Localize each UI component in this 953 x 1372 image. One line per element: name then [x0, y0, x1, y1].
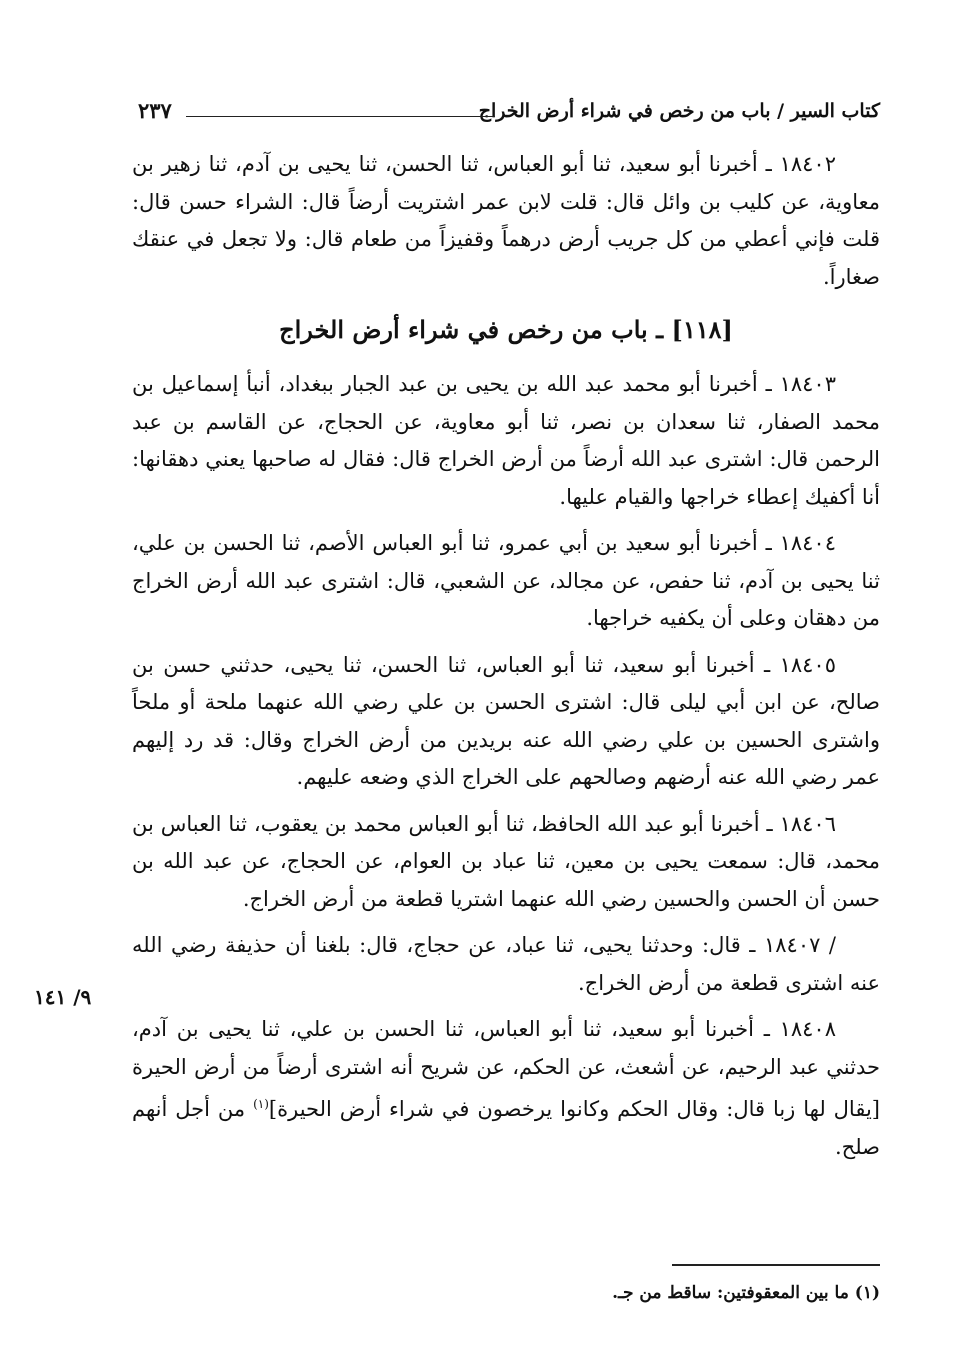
hadith-paragraph-18408: [132, 1011, 880, 1166]
running-header: [138, 94, 880, 126]
hadith-paragraph-18405: ١٨٤٠٥ ـ أخبرنا أبو سعيد، ثنا أبو العباس، ثنا الحسن، ثنا يحيى، حدثني حسن بن صالح، عن ابن أبي ليلى قال: اشترى الحسن بن علي رضي الله عنهما ملحة أو ملحاً واشترى الحسين بن علي رضي الله عنه بريدين من أرض الخراج وقال: قد رد إليهم عمر رضي الله عنه أرضهم وصالحهم على الخراج الذي وضعه عليهم.: [132, 652, 880, 789]
hadith-paragraph-18406: ١٨٤٠٦ ـ أخبرنا أبو عبد الله الحافظ، ثنا أبو العباس محمد بن يعقوب، ثنا العباس بن محمد، قال: سمعت يحيى بن معين، ثنا عباد بن العوام، عن الحجاج، عن عبد الله بن حسن أن الحسن والحسين رضي الله عنهما اشتريا قطعة من أرض الخراج.: [132, 811, 880, 911]
margin-volume-page-reference: ٩/ ١٤١: [34, 985, 92, 1009]
running-title: كتاب السير / باب من رخص في شراء أرض الخراج: [478, 100, 880, 122]
footnote-separator: [672, 1264, 880, 1266]
chapter-title: [١١٨] ـ باب من رخص في شراء أرض الخراج: [279, 315, 733, 344]
footnote: (١) ما بين المعقوفتين: ساقط من جـ.: [612, 1283, 880, 1303]
hadith-paragraph-18407: / ١٨٤٠٧ ـ قال: وحدثنا يحيى، ثنا عباد، عن حجاج، قال: بلغنا أن حذيفة رضي الله عنه اشترى قطعة من أرض الخراج.: [132, 933, 880, 995]
main-text: [132, 146, 880, 1175]
paragraph-text-before-note: ١٨٤٠٨ ـ أخبرنا أبو سعيد، ثنا أبو العباس، ثنا الحسن بن علي، ثنا يحيى بن آدم، حدثني عبد الرحيم، عن أشعث، عن الحكم، عن شريح أنه اشترى أرضاً من أرض الحيرة [يقال لها زبا قال: وقال الحكم وكانوا يرخصون في شراء أرض الحيرة]: [132, 1017, 880, 1121]
hadith-paragraph-18403: ١٨٤٠٣ ـ أخبرنا أبو محمد عبد الله بن يحيى بن عبد الجبار ببغداد، أنبأ إسماعيل بن محمد الصفار، ثنا سعدان بن نصر، ثنا أبو معاوية، عن الحجاج، عن القاسم بن عبد الرحمن قال: اشترى عبد الله أرضاً من أرض الخراج قال: فقال له صاحبها يعني دهقانها: أنا أكفيك إعطاء خراجها والقيام عليها.: [132, 372, 880, 509]
paragraph-text-after-note: من أجل أنهم صلح.: [132, 1097, 880, 1159]
header-rule: [186, 116, 495, 117]
page-number: ٢٣٧: [138, 98, 172, 123]
footnote-marker: (١): [253, 1097, 269, 1111]
hadith-paragraph-18404: ١٨٤٠٤ ـ أخبرنا أبو سعيد بن أبي عمرو، ثنا أبو العباس الأصم، ثنا الحسن بن علي، ثنا يحيى بن آدم، ثنا حفص، عن مجالد، عن الشعبي، قال: اشترى عبد الله أرض الخراج من دهقان وعلى أن يكفيه خراجها.: [132, 531, 880, 630]
hadith-paragraph-18402: ١٨٤٠٢ ـ أخبرنا أبو سعيد، ثنا أبو العباس، ثنا الحسن، ثنا يحيى بن آدم، ثنا زهير بن معاوية، عن كليب بن وائل قال: قلت لابن عمر اشتريت أرضاً قال: الشراء حسن قال: قلت فإني أعطي من كل جريب أرض درهماً وقفيزاً من طعام قال: ولا تجعل في عنقك صغاراً.: [132, 152, 880, 289]
